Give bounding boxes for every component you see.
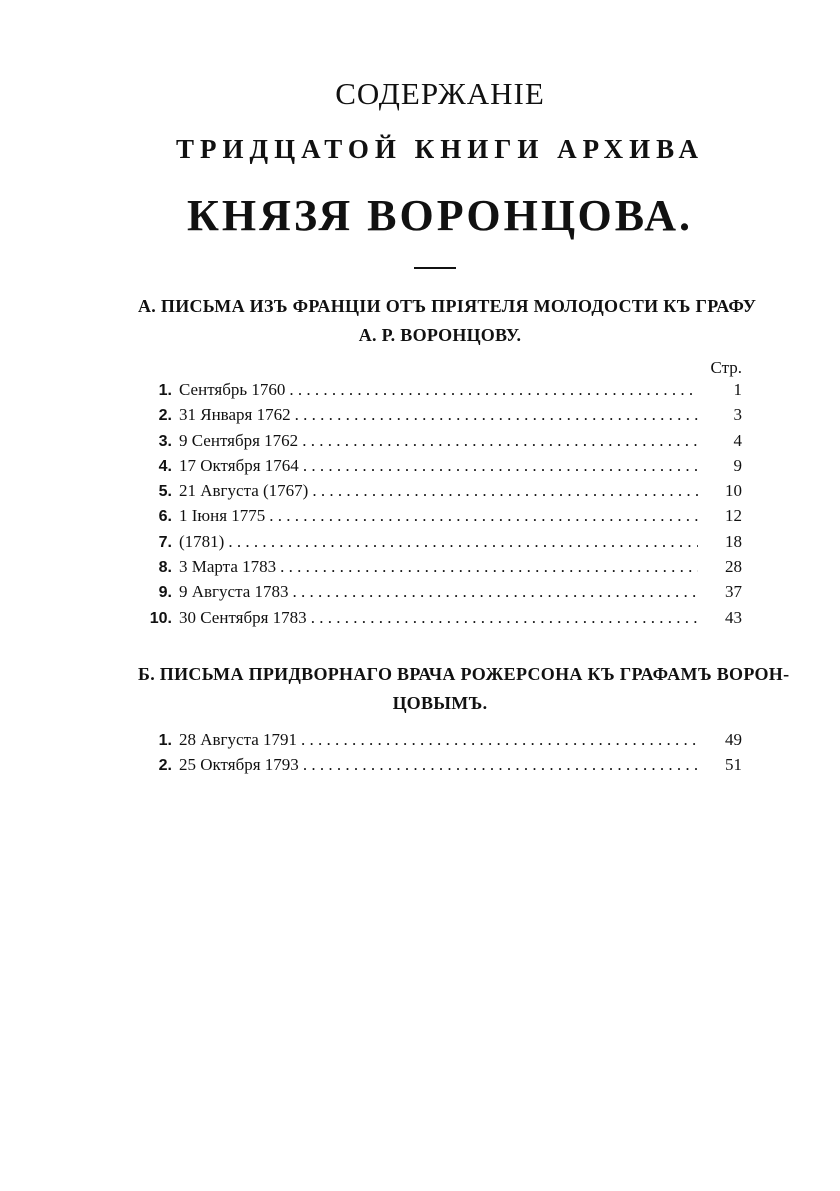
entry-number: 2. [158, 407, 172, 425]
leader-dots [295, 405, 698, 425]
entry-title: 25 Октября 1793 [179, 755, 299, 775]
entry-number: 1. [158, 732, 172, 749]
leader-dots [289, 380, 698, 400]
section-b-entries [138, 730, 742, 781]
toc-entry [138, 532, 742, 557]
section-a-heading-line2: А. Р. ВОРОНЦОВУ. [358, 325, 522, 345]
toc-entry [138, 405, 742, 430]
entry-page: 43 [725, 607, 742, 627]
entry-number: 5. [158, 483, 172, 501]
entry-number: 3. [158, 432, 172, 450]
entry-page: 9 [733, 455, 742, 475]
entry-title: 9 Августа 1783 [179, 582, 289, 602]
toc-entry [138, 755, 742, 780]
entry-number: 8. [158, 559, 172, 577]
toc-entry [138, 456, 742, 481]
page-column-label: Стр. [710, 358, 742, 377]
entry-title: 31 Января 1762 [179, 405, 291, 425]
leader-dots [311, 608, 698, 628]
entry-title: 3 Марта 1783 [179, 557, 277, 577]
leader-dots [303, 755, 698, 775]
entry-page: 10 [725, 481, 742, 501]
title-contents: СОДЕРЖАНІЕ [335, 76, 545, 111]
toc-entry [138, 582, 742, 607]
toc-entry [138, 730, 742, 755]
section-b-heading [138, 664, 790, 714]
section-b-heading-line2: ЦОВЫМЪ. [392, 693, 488, 713]
entry-title: 28 Августа 1791 [179, 730, 298, 749]
entry-page: 12 [725, 506, 742, 526]
section-b-heading-line1: Б. ПИСЬМА ПРИДВОРНАГО ВРАЧА РОЖЕРСОНА КЪ ГРАФАМЪ ВОРОН- [138, 664, 790, 684]
title-divider [414, 267, 456, 269]
entry-number: 10. [149, 609, 172, 627]
entry-title: Сентябрь 1760 [179, 380, 286, 399]
entry-title: 9 Сентября 1762 [179, 430, 299, 450]
section-a-heading-line1: А. ПИСЬМА ИЗЪ ФРАНЦІИ ОТЪ ПРІЯТЕЛЯ МОЛОДОСТИ КЪ ГРАФУ [138, 296, 757, 316]
leader-dots [293, 582, 698, 602]
toc-entry [138, 431, 742, 456]
section-a-heading [138, 296, 757, 346]
entry-page: 51 [725, 755, 742, 775]
entry-page: 1 [733, 380, 742, 399]
toc-entry [138, 557, 742, 582]
entry-number: 7. [158, 533, 172, 551]
entry-number: 4. [158, 457, 172, 475]
entry-title: 1 Іюня 1775 [179, 506, 266, 526]
entry-title: (1781) [179, 531, 225, 551]
leader-dots [312, 481, 698, 501]
entry-number: 2. [158, 757, 172, 775]
entry-page: 49 [725, 730, 742, 749]
entry-page: 18 [725, 531, 742, 551]
entry-page: 28 [725, 557, 742, 577]
entry-title: 30 Сентября 1783 [179, 607, 307, 627]
entry-title: 21 Августа (1767) [179, 481, 309, 501]
entry-number: 1. [158, 382, 172, 399]
entry-page: 4 [733, 430, 742, 450]
toc-entry [138, 506, 742, 531]
toc-entry [138, 380, 742, 405]
leader-dots [269, 506, 698, 526]
toc-entry [138, 608, 742, 633]
entry-page: 3 [733, 405, 742, 425]
entry-title: 17 Октября 1764 [179, 455, 299, 475]
leader-dots [303, 456, 698, 476]
title-book: ТРИДЦАТОЙ КНИГИ АРХИВА [176, 134, 704, 164]
leader-dots [280, 557, 698, 577]
leader-dots [228, 532, 698, 552]
leader-dots [302, 431, 698, 451]
entry-number: 6. [158, 508, 172, 526]
toc-entry [138, 481, 742, 506]
leader-dots [301, 730, 698, 750]
section-a-entries [138, 380, 742, 633]
title-prince: КНЯЗЯ ВОРОНЦОВА. [186, 191, 694, 240]
entry-page: 37 [725, 582, 742, 602]
entry-number: 9. [158, 584, 172, 602]
